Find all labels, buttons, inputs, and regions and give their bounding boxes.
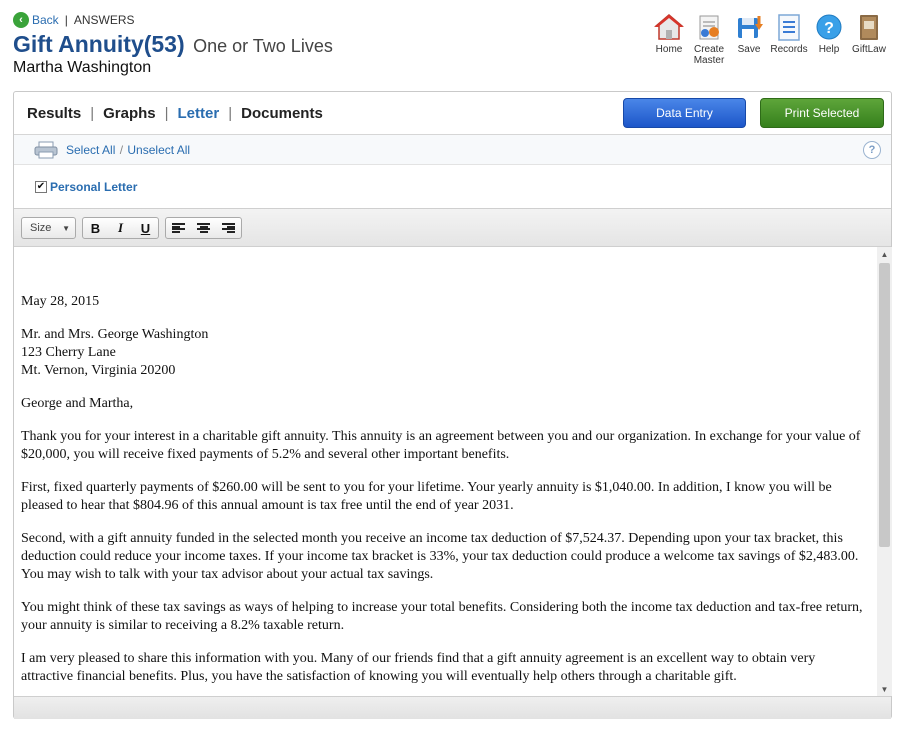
tab-separator: | — [90, 105, 95, 122]
editor-scrollbar[interactable] — [877, 247, 892, 696]
letter-editor[interactable] — [14, 247, 877, 696]
create-master-tool-label: Create Master — [693, 44, 725, 66]
create-master-tool[interactable] — [689, 12, 729, 66]
create-master-icon — [694, 12, 724, 42]
align-right-icon — [222, 223, 235, 233]
scroll-up-arrow-icon[interactable]: ▲ — [880, 249, 889, 259]
records-tool-label: Records — [770, 44, 808, 55]
tab-letter[interactable]: Letter — [177, 105, 220, 122]
editor-status-bar — [14, 696, 891, 719]
back-arrow-icon[interactable]: ‹ — [13, 12, 29, 28]
select-all-link[interactable]: Select All — [66, 143, 116, 157]
tab-separator: | — [164, 105, 169, 122]
personal-letter-row — [35, 180, 137, 194]
address-line: Mt. Vernon, Virginia 20200 — [21, 363, 176, 378]
page-title-subtitle: One or Two Lives — [193, 36, 333, 56]
letter-paragraph: Second, with a gift annuity funded in the selected month you receive an income tax deduction of $7,524.37. Depending upon your tax bracket, this deduction could reduce your income taxes. If your income tax bracket is 33%, your tax deduction could produce a welcome tax savings of $2,483.00. You may wish to talk with your tax advisor about your actual tax savings. — [21, 531, 859, 582]
personal-letter-label[interactable]: Personal Letter — [50, 180, 138, 194]
tab-results[interactable]: Results — [27, 105, 82, 122]
select-separator: / — [119, 143, 124, 157]
page-title-main: Gift Annuity(53) — [13, 31, 185, 57]
tab-graphs[interactable]: Graphs — [103, 105, 156, 122]
personal-letter-checkbox[interactable]: ✔ — [36, 181, 46, 192]
data-entry-button[interactable]: Data Entry — [623, 98, 746, 128]
font-size-label: Size — [30, 222, 52, 234]
records-tool[interactable] — [769, 12, 809, 66]
caret-down-icon: ▼ — [62, 224, 70, 233]
breadcrumb — [13, 12, 135, 28]
selection-bar — [14, 135, 891, 165]
letter-paragraph: First, fixed quarterly payments of $260.00 will be sent to you for your lifetime. Your yearly annuity is $1,040.00. In addition, I know you will be pleased to hear that $804.96 of this annual amount is tax free until the end of year 2031. — [21, 480, 832, 513]
toolbar-icons — [649, 12, 889, 66]
home-icon — [654, 12, 684, 42]
home-tool[interactable] — [649, 12, 689, 66]
underline-button[interactable]: U — [140, 220, 151, 236]
format-button-group — [82, 217, 159, 239]
bold-button[interactable]: B — [90, 220, 101, 236]
align-center-button[interactable] — [191, 218, 216, 238]
letter-paragraph: Thank you for your interest in a charitable gift annuity. This annuity is an agreement between you and our organization. In exchange for your value of $20,000, you will receive fixed payments of 5.2% and several other important benefits. — [21, 429, 861, 462]
help-icon — [814, 12, 844, 42]
help-tool-label: Help — [818, 44, 840, 55]
breadcrumb-separator: | — [64, 13, 68, 27]
page-title — [13, 31, 333, 58]
tab-separator: | — [228, 105, 233, 122]
tab-documents[interactable]: Documents — [241, 105, 323, 122]
letter-salutation: George and Martha, — [21, 396, 134, 411]
letter-paragraph: I am very pleased to share this information with you. Many of our friends find that a gift annuity agreement is an excellent way to obtain very attractive financial benefits. Plus, you have the satisfaction of knowing you will eventually help others through a charitable gift. — [21, 651, 816, 684]
font-size-dropdown[interactable] — [21, 217, 76, 239]
help-circle-icon[interactable]: ? — [863, 141, 881, 159]
donor-name: Martha Washington — [13, 59, 152, 76]
breadcrumb-answers: ANSWERS — [73, 13, 135, 27]
giftlaw-icon — [854, 12, 884, 42]
letter-address — [21, 326, 869, 380]
save-tool-label: Save — [737, 44, 761, 55]
help-tool[interactable] — [809, 12, 849, 66]
align-button-group — [165, 217, 242, 239]
print-selected-button[interactable]: Print Selected — [760, 98, 884, 128]
scroll-down-arrow-icon[interactable]: ▼ — [880, 684, 889, 694]
unselect-all-link[interactable]: Unselect All — [127, 143, 191, 157]
page-header — [0, 0, 905, 90]
printer-icon — [34, 141, 58, 159]
tab-bar — [14, 92, 891, 135]
align-right-button[interactable] — [216, 218, 241, 238]
letter-paragraph: You might think of these tax savings as ways of helping to increase your total benefits. Considering both the income tax deduction and tax-free return, your annuity is similar to receiving a 8.2% taxable return. — [21, 600, 863, 633]
tabs — [27, 105, 323, 122]
letter-date: May 28, 2015 — [21, 294, 100, 309]
align-left-button[interactable] — [166, 218, 191, 238]
editor-toolbar — [14, 208, 891, 247]
save-icon — [734, 12, 764, 42]
svg-text:?: ? — [824, 20, 834, 37]
giftlaw-tool[interactable] — [849, 12, 889, 66]
home-tool-label: Home — [655, 44, 683, 55]
giftlaw-tool-label: GiftLaw — [852, 44, 886, 55]
address-line: Mr. and Mrs. George Washington — [21, 327, 209, 342]
italic-button[interactable]: I — [117, 220, 124, 235]
align-left-icon — [172, 223, 185, 233]
back-link[interactable]: Back — [32, 13, 59, 27]
select-links — [66, 143, 190, 157]
records-icon — [774, 12, 804, 42]
save-tool[interactable] — [729, 12, 769, 66]
main-panel — [13, 91, 892, 719]
align-center-icon — [197, 223, 210, 233]
scroll-thumb[interactable] — [879, 263, 890, 547]
address-line: 123 Cherry Lane — [21, 345, 116, 360]
